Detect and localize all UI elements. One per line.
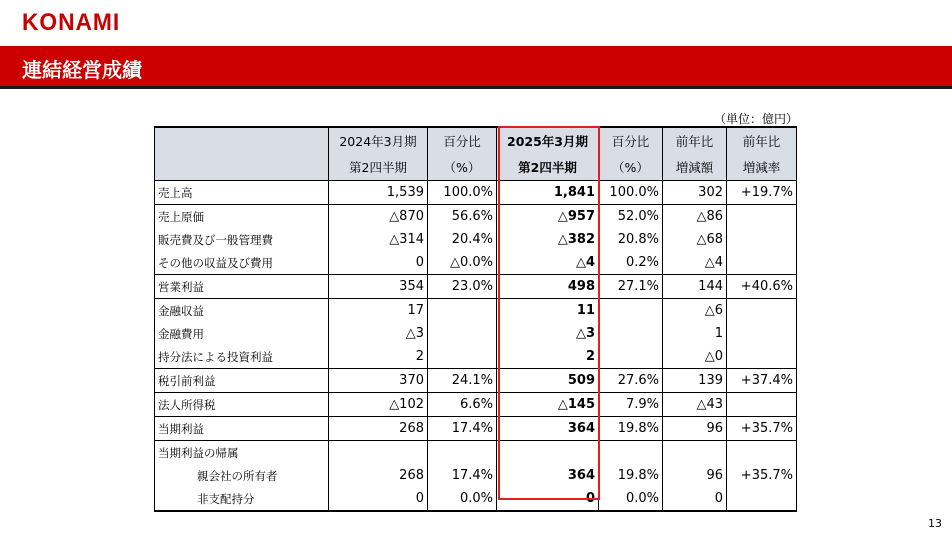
cell-cur: △4 bbox=[497, 251, 599, 275]
cell-prev: 0 bbox=[329, 251, 428, 275]
header-cell: 前年比 bbox=[663, 127, 727, 154]
cell-rate: +37.4% bbox=[727, 369, 797, 393]
cell-diff: 0 bbox=[663, 487, 727, 511]
cell-diff: △0 bbox=[663, 345, 727, 369]
cell-cur-pct bbox=[599, 441, 663, 465]
cell-rate bbox=[727, 393, 797, 417]
row-label: 営業利益 bbox=[155, 275, 329, 299]
cell-prev: 1,539 bbox=[329, 181, 428, 205]
cell-prev bbox=[329, 441, 428, 465]
row-label: 親会社の所有者 bbox=[155, 464, 329, 487]
cell-diff bbox=[663, 441, 727, 465]
cell-prev: △3 bbox=[329, 322, 428, 345]
cell-prev-pct bbox=[428, 441, 497, 465]
cell-cur bbox=[497, 441, 599, 465]
cell-rate bbox=[727, 441, 797, 465]
cell-cur-pct: 19.8% bbox=[599, 464, 663, 487]
cell-cur-pct: 20.8% bbox=[599, 228, 663, 251]
cell-prev: 268 bbox=[329, 464, 428, 487]
row-label: 持分法による投資利益 bbox=[155, 345, 329, 369]
cell-diff: 139 bbox=[663, 369, 727, 393]
cell-rate bbox=[727, 251, 797, 275]
cell-prev-pct: 23.0% bbox=[428, 275, 497, 299]
financial-results-table bbox=[154, 126, 797, 512]
cell-diff: 144 bbox=[663, 275, 727, 299]
cell-cur-pct: 27.6% bbox=[599, 369, 663, 393]
konami-logo: KONAMI bbox=[22, 9, 121, 36]
cell-rate: +19.7% bbox=[727, 181, 797, 205]
cell-cur-pct bbox=[599, 299, 663, 323]
cell-prev-pct: 24.1% bbox=[428, 369, 497, 393]
cell-prev: 268 bbox=[329, 417, 428, 441]
cell-prev-pct bbox=[428, 322, 497, 345]
cell-prev-pct: 20.4% bbox=[428, 228, 497, 251]
table-row bbox=[155, 464, 797, 487]
cell-diff: △6 bbox=[663, 299, 727, 323]
title-underline bbox=[0, 86, 952, 89]
page-title: 連結経営成績 bbox=[22, 58, 142, 82]
cell-diff: △68 bbox=[663, 228, 727, 251]
table-row bbox=[155, 487, 797, 511]
cell-prev: 354 bbox=[329, 275, 428, 299]
cell-prev-pct: 17.4% bbox=[428, 464, 497, 487]
cell-prev-pct: 56.6% bbox=[428, 205, 497, 229]
cell-cur: 1,841 bbox=[497, 181, 599, 205]
header-cell bbox=[155, 127, 329, 154]
header-cell: （%） bbox=[428, 154, 497, 181]
header-cell: （%） bbox=[599, 154, 663, 181]
cell-rate bbox=[727, 487, 797, 511]
cell-cur: 364 bbox=[497, 464, 599, 487]
header-cell: 前年比 bbox=[727, 127, 797, 154]
cell-rate: +40.6% bbox=[727, 275, 797, 299]
cell-cur-pct: 0.2% bbox=[599, 251, 663, 275]
cell-cur-pct: 27.1% bbox=[599, 275, 663, 299]
cell-cur: △145 bbox=[497, 393, 599, 417]
table-row bbox=[155, 369, 797, 393]
table-row bbox=[155, 205, 797, 229]
table-row bbox=[155, 417, 797, 441]
table-row bbox=[155, 393, 797, 417]
cell-cur-pct: 19.8% bbox=[599, 417, 663, 441]
table-row bbox=[155, 345, 797, 369]
cell-prev-pct bbox=[428, 299, 497, 323]
cell-cur-pct: 0.0% bbox=[599, 487, 663, 511]
header-cell: 百分比 bbox=[428, 127, 497, 154]
cell-prev-pct: △0.0% bbox=[428, 251, 497, 275]
row-label: 法人所得税 bbox=[155, 393, 329, 417]
cell-cur: △957 bbox=[497, 205, 599, 229]
cell-cur: 509 bbox=[497, 369, 599, 393]
cell-cur: 2 bbox=[497, 345, 599, 369]
table-row bbox=[155, 181, 797, 205]
cell-cur: 0 bbox=[497, 487, 599, 511]
cell-cur: 11 bbox=[497, 299, 599, 323]
cell-rate bbox=[727, 299, 797, 323]
row-label: 売上高 bbox=[155, 181, 329, 205]
cell-prev-pct: 17.4% bbox=[428, 417, 497, 441]
cell-rate bbox=[727, 322, 797, 345]
cell-diff: 1 bbox=[663, 322, 727, 345]
cell-cur-pct: 52.0% bbox=[599, 205, 663, 229]
row-label: 金融費用 bbox=[155, 322, 329, 345]
header-cell: 第2四半期 bbox=[497, 154, 599, 181]
cell-prev: △314 bbox=[329, 228, 428, 251]
cell-prev-pct: 6.6% bbox=[428, 393, 497, 417]
row-label: 当期利益の帰属 bbox=[155, 441, 329, 465]
header-cell: 2024年3月期 bbox=[329, 127, 428, 154]
table-row bbox=[155, 228, 797, 251]
table-row bbox=[155, 322, 797, 345]
cell-prev: △870 bbox=[329, 205, 428, 229]
cell-prev-pct bbox=[428, 345, 497, 369]
row-label: その他の収益及び費用 bbox=[155, 251, 329, 275]
title-bar bbox=[0, 46, 952, 86]
row-label: 非支配持分 bbox=[155, 487, 329, 511]
cell-prev-pct: 0.0% bbox=[428, 487, 497, 511]
cell-prev: 2 bbox=[329, 345, 428, 369]
header-row-2 bbox=[155, 154, 797, 181]
cell-prev: 0 bbox=[329, 487, 428, 511]
cell-prev: △102 bbox=[329, 393, 428, 417]
row-label: 当期利益 bbox=[155, 417, 329, 441]
cell-cur-pct bbox=[599, 322, 663, 345]
cell-rate bbox=[727, 345, 797, 369]
table-row bbox=[155, 251, 797, 275]
page-number: 13 bbox=[928, 517, 942, 530]
header-cell: 百分比 bbox=[599, 127, 663, 154]
cell-prev: 17 bbox=[329, 299, 428, 323]
cell-diff: 96 bbox=[663, 464, 727, 487]
cell-rate: +35.7% bbox=[727, 417, 797, 441]
header-cell bbox=[155, 154, 329, 181]
row-label: 税引前利益 bbox=[155, 369, 329, 393]
cell-diff: 302 bbox=[663, 181, 727, 205]
cell-cur: △3 bbox=[497, 322, 599, 345]
table-row bbox=[155, 441, 797, 465]
header-cell: 2025年3月期 bbox=[497, 127, 599, 154]
table-row bbox=[155, 275, 797, 299]
cell-prev-pct: 100.0% bbox=[428, 181, 497, 205]
cell-prev: 370 bbox=[329, 369, 428, 393]
cell-diff: △86 bbox=[663, 205, 727, 229]
header-row-1 bbox=[155, 127, 797, 154]
cell-diff: △4 bbox=[663, 251, 727, 275]
cell-cur-pct: 100.0% bbox=[599, 181, 663, 205]
cell-rate: +35.7% bbox=[727, 464, 797, 487]
cell-cur: △382 bbox=[497, 228, 599, 251]
header-cell: 第2四半期 bbox=[329, 154, 428, 181]
cell-rate bbox=[727, 205, 797, 229]
cell-cur: 364 bbox=[497, 417, 599, 441]
row-label: 金融収益 bbox=[155, 299, 329, 323]
cell-cur-pct: 7.9% bbox=[599, 393, 663, 417]
cell-diff: 96 bbox=[663, 417, 727, 441]
table-row bbox=[155, 299, 797, 323]
cell-rate bbox=[727, 228, 797, 251]
row-label: 売上原価 bbox=[155, 205, 329, 229]
cell-diff: △43 bbox=[663, 393, 727, 417]
header-cell: 増減額 bbox=[663, 154, 727, 181]
cell-cur-pct bbox=[599, 345, 663, 369]
cell-cur: 498 bbox=[497, 275, 599, 299]
row-label: 販売費及び一般管理費 bbox=[155, 228, 329, 251]
header-cell: 増減率 bbox=[727, 154, 797, 181]
unit-note: （単位：億円） bbox=[713, 112, 798, 126]
